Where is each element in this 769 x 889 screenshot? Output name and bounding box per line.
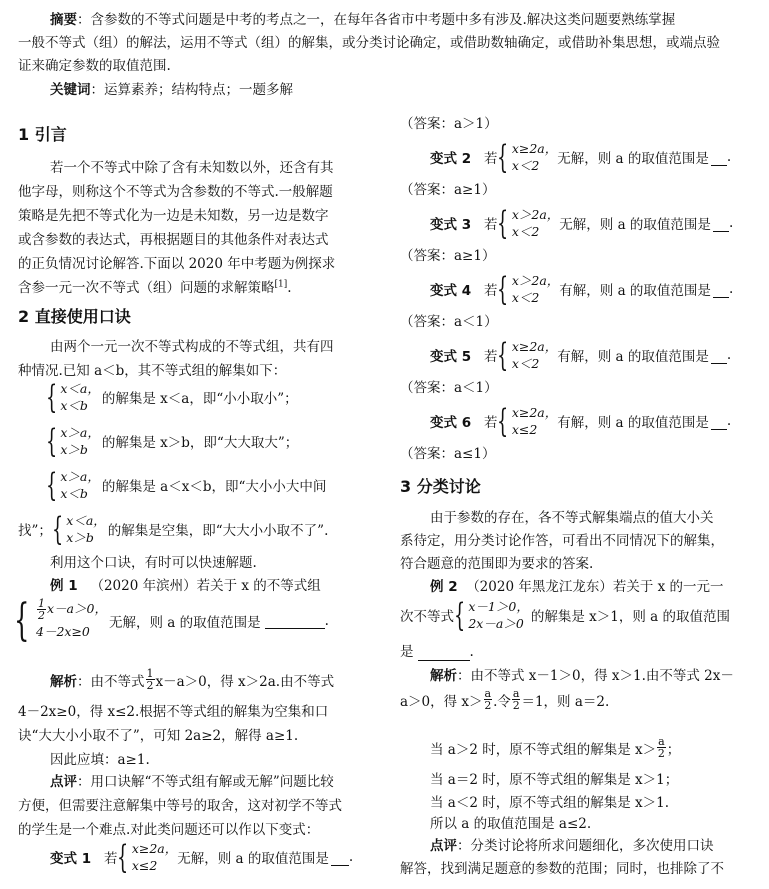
comment-text: ：分类讨论将所求问题细化，多次使用口诀: [457, 838, 714, 854]
sec1-line: 或含参数的表达式，再根据题目的其他条件对表达式: [18, 232, 329, 248]
variant-question: 有解，则 a 的取值范围是: [557, 415, 709, 431]
system-row: x≥2a，: [511, 405, 558, 420]
citation-ref: [1]: [274, 279, 288, 290]
example-1-question: 无解，则 a 的取值范围是: [108, 614, 261, 631]
section-3-title: 3 分类讨论: [400, 477, 481, 496]
solution-text: a＞0，得 x＞: [400, 693, 483, 710]
example-2-source: （2020 年黑龙江龙东）若关于 x 的一元一: [466, 579, 724, 595]
solution-text: x－a＞0，得 x＞2a.由不等式: [155, 673, 335, 690]
system-row: x＜b: [60, 398, 88, 413]
keywords: [50, 78, 293, 98]
answer-blank: [331, 849, 349, 866]
fraction: [657, 736, 666, 759]
solution-label: 解析: [430, 668, 457, 684]
system-row: x＜a，: [66, 513, 106, 528]
variant-label: 变式 2: [430, 151, 472, 167]
example-2-prefix: 次不等式: [400, 609, 454, 625]
abstract-line-2: 一般不等式（组）的解法，运用不等式（组）的解集，或分类讨论确定，或借助数轴确定，或借助补集思想，或端点验: [18, 35, 720, 51]
example-2-comment-1: [430, 834, 714, 854]
abstract-label: 摘要: [50, 12, 77, 28]
brace: {: [46, 378, 58, 416]
case-end: ；: [666, 741, 681, 758]
comment-text: ：用口诀解“不等式组有解或无解”问题比较: [77, 774, 334, 790]
variant-if: 若: [103, 851, 118, 867]
example-1-label: 例 1: [50, 578, 78, 594]
sec3-line: 系待定，用分类讨论作答，可看出不同情况下的解集，: [400, 533, 724, 549]
case-line-2: 当 a＝2 时，原不等式组的解集是 x＞1；: [430, 772, 679, 788]
example-2-question: 的解集是 x＞1，则 a 的取值范围: [530, 609, 730, 625]
system-row: 4－2x≥0: [36, 624, 90, 639]
question-end: .: [324, 612, 329, 629]
case-system-4: [18, 512, 328, 546]
brace: {: [497, 204, 509, 242]
variant-question: 无解，则 a 的取值范围是: [557, 151, 709, 167]
example-1-system: [14, 594, 329, 646]
sec2-line: 种情况.已知 a＜b，其不等式组的解集如下：: [18, 363, 287, 379]
system-row: [36, 598, 107, 621]
brace: {: [454, 596, 466, 634]
example-1-solution-4: 因此应填：a≥1.: [50, 752, 150, 768]
fraction-den: 2: [38, 609, 45, 622]
fraction-den: 2: [146, 679, 154, 692]
solution-text: ＝1，则 a＝2.: [521, 693, 610, 710]
system-row: x＞a，: [60, 425, 100, 440]
system-row: x＜2: [511, 290, 540, 305]
example-2-heading: [430, 575, 724, 595]
brace: {: [497, 402, 509, 440]
comment-label: 点评: [430, 838, 457, 854]
case-text: 的解集是 x＞b，即“大大取大”；: [101, 435, 299, 451]
example-2-solution-2: [400, 688, 609, 711]
fraction: [37, 598, 46, 621]
variant-question: 有解，则 a 的取值范围是: [559, 283, 711, 299]
example-1-comment-3: 的学生是一个难点.对此类问题还可以作以下变式：: [18, 822, 320, 838]
comment-label: 点评: [50, 774, 77, 790]
example-1-solution-3: 诀“大大小小取不了”，可知 2a≥2，解得 a≥1.: [18, 728, 299, 744]
variant-1-answer: （答案：a＞1）: [400, 116, 498, 132]
system-row: x≤2: [511, 422, 538, 437]
variant-if: 若: [483, 217, 498, 233]
answer-blank: [711, 347, 727, 364]
variant-label: 变式 3: [430, 217, 472, 233]
keywords-label: 关键词: [50, 82, 91, 98]
variant-if: 若: [483, 349, 498, 365]
answer-blank: [711, 413, 727, 430]
abstract-text: ：含参数的不等式问题是中考的考点之一，在每年各省市中考题中多有涉及.解决这类问题要熟练掌握: [77, 12, 676, 28]
variant-2: 变式 2 若 { x≥2a， x＜2 无解，则 a 的取值范围是 .: [430, 138, 732, 176]
answer-blank: [713, 281, 729, 298]
example-1-solution-1: [50, 668, 334, 691]
variant-5-answer: （答案：a＜1）: [400, 380, 498, 396]
answer-blank: [711, 149, 727, 166]
fraction-num: a: [512, 687, 520, 700]
system-row: x＞b: [60, 442, 88, 457]
system-row: x≤2: [131, 858, 158, 873]
solution-text: ：由不等式: [77, 673, 145, 690]
case-line-1: [430, 736, 680, 759]
sec1-line: 策略是先把不等式化为一边是未知数，另一边是数字: [18, 208, 329, 224]
case-text: 的解集是 x＜a，即“小小取小”；: [101, 391, 298, 407]
variant-3-answer: （答案：a≥1）: [400, 248, 496, 264]
example-1-heading: [50, 574, 321, 594]
sec1-line: 若一个不等式中除了含有未知数以外，还含有其: [50, 160, 334, 176]
fraction: [512, 688, 521, 711]
variant-question: 无解，则 a 的取值范围是: [559, 217, 711, 233]
system-row: x＞2a，: [511, 273, 560, 288]
brace: {: [497, 138, 509, 176]
variant-label: 变式 5: [430, 349, 472, 365]
system-row: x＞b: [66, 530, 94, 545]
system-row: x＞a，: [60, 469, 100, 484]
variant-if: 若: [483, 151, 498, 167]
system-row: x＞2a，: [511, 207, 560, 222]
variant-label: 变式 6: [430, 415, 472, 431]
brace: {: [497, 336, 509, 374]
example-2-comment-2: 解答，找到满足题意的参数的范围；同时，也排除了不: [400, 861, 724, 877]
example-1-source: （2020 年滨州）若关于 x 的不等式组: [90, 578, 321, 594]
example-2-system: [400, 598, 730, 632]
variant-3: 变式 3 若 { x＞2a， x＜2 无解，则 a 的取值范围是 .: [430, 204, 734, 242]
section-2-title: 2 直接使用口诀: [18, 307, 131, 326]
sec1-line: 含参一元一次不等式（组）问题的求解策略[1].: [18, 279, 292, 296]
answer-blank: [265, 612, 325, 629]
section-1-title: 1 引言: [18, 125, 67, 144]
system-row: x＜2: [511, 356, 540, 371]
sec3-line: 符合题意的范围即为要求的答案.: [400, 556, 594, 572]
system-row-rest: x－a＞0，: [47, 601, 107, 616]
system-row: x－1＞0，: [468, 599, 529, 614]
variant-2-answer: （答案：a≥1）: [400, 182, 496, 198]
solution-label: 解析: [50, 673, 77, 690]
system-row: x≥2a，: [131, 841, 178, 856]
abstract-line-3: 证来确定参数的取值范围.: [18, 58, 171, 74]
fraction-den: 2: [657, 747, 665, 760]
solution-text: .令: [493, 693, 511, 710]
variant-label: 变式 1: [50, 851, 92, 867]
example-2-solution-1: [430, 664, 734, 684]
fraction-num: 1: [146, 667, 154, 680]
system-row: x≥2a，: [511, 141, 558, 156]
case-text: 的解集是 a＜x＜b，即“大小小大中间: [101, 479, 327, 495]
variant-question: 有解，则 a 的取值范围是: [557, 349, 709, 365]
sec2-line: 由两个一元一次不等式构成的不等式组，共有四: [50, 339, 334, 355]
answer-blank: [713, 215, 729, 232]
example-1-comment-1: [50, 770, 334, 790]
case-system-1: [46, 380, 298, 414]
case-line-3: 当 a＜2 时，原不等式组的解集是 x＞1.: [430, 795, 670, 811]
system-row: x≥2a，: [511, 339, 558, 354]
case-system-2: [46, 424, 298, 458]
brace: {: [14, 594, 30, 646]
keywords-text: ：运算素养；结构特点；一题多解: [90, 82, 293, 98]
brace: {: [46, 422, 58, 460]
question-end: .: [469, 644, 474, 660]
case-text: 的解集是空集，即“大大小小取不了”.: [107, 523, 329, 539]
fraction-den: 2: [512, 699, 520, 712]
system-row: x＜2: [511, 224, 540, 239]
fraction-num: a: [658, 735, 665, 748]
fraction-num: a: [484, 687, 492, 700]
sec1-last-text: 含参一元一次不等式（组）问题的求解策略: [18, 280, 275, 296]
variant-6-answer: （答案：a≤1）: [400, 446, 496, 462]
variant-5: 变式 5 若 { x≥2a， x＜2 有解，则 a 的取值范围是 .: [430, 336, 732, 374]
solution-text: ：由不等式 x－1＞0，得 x＞1.由不等式 2x－: [457, 668, 734, 684]
case-text: 当 a＞2 时，原不等式组的解集是 x＞: [430, 741, 657, 758]
brace: {: [117, 838, 129, 876]
question-text: 是: [400, 644, 414, 660]
abstract-line-1: [50, 8, 675, 28]
system-row: 2x－a＞0: [468, 616, 524, 631]
sec1-line: 的正负情况讨论解答.下面以 2020 年中考题为例探求: [18, 256, 336, 272]
answer-blank: [418, 644, 470, 661]
example-2-question-end: [400, 640, 474, 661]
variant-question: 无解，则 a 的取值范围是: [177, 851, 329, 867]
brace: {: [51, 510, 64, 548]
brace: {: [497, 270, 509, 308]
brace: {: [46, 466, 58, 504]
variant-if: 若: [483, 415, 498, 431]
sec3-line: 由于参数的存在，各不等式解集端点的值大小关: [430, 510, 714, 526]
example-1-solution-2: 4－2x≥0，得 x≤2.根据不等式组的解集为空集和口: [18, 704, 329, 720]
fraction-den: 2: [484, 699, 492, 712]
example-1-comment-2: 方便，但需要注意解集中等号的取舍，这对初学不等式: [18, 798, 342, 814]
case-line-4: 所以 a 的取值范围是 a≤2.: [430, 816, 592, 832]
sec2-line: 利用这个口诀，有时可以快速解题.: [50, 555, 257, 571]
variant-if: 若: [483, 283, 498, 299]
fraction: [146, 668, 155, 691]
case-prefix: 找”；: [18, 523, 52, 539]
variant-6: 变式 6 若 { x≥2a， x≤2 有解，则 a 的取值范围是 .: [430, 402, 732, 440]
variant-4: 变式 4 若 { x＞2a， x＜2 有解，则 a 的取值范围是 .: [430, 270, 734, 308]
example-2-label: 例 2: [430, 579, 458, 595]
variant-1: 变式 1 若 { x≥2a， x≤2 无解，则 a 的取值范围是 .: [50, 838, 354, 876]
variant-4-answer: （答案：a＜1）: [400, 314, 498, 330]
case-system-3: [46, 468, 326, 502]
sec1-line: 他字母，则称这个不等式为含参数的不等式.一般解题: [18, 184, 333, 200]
variant-label: 变式 4: [430, 283, 472, 299]
fraction: [484, 688, 493, 711]
system-row: x＜b: [60, 486, 88, 501]
system-row: x＜a，: [60, 381, 100, 396]
system-row: x＜2: [511, 158, 540, 173]
fraction-num: 1: [38, 597, 45, 610]
